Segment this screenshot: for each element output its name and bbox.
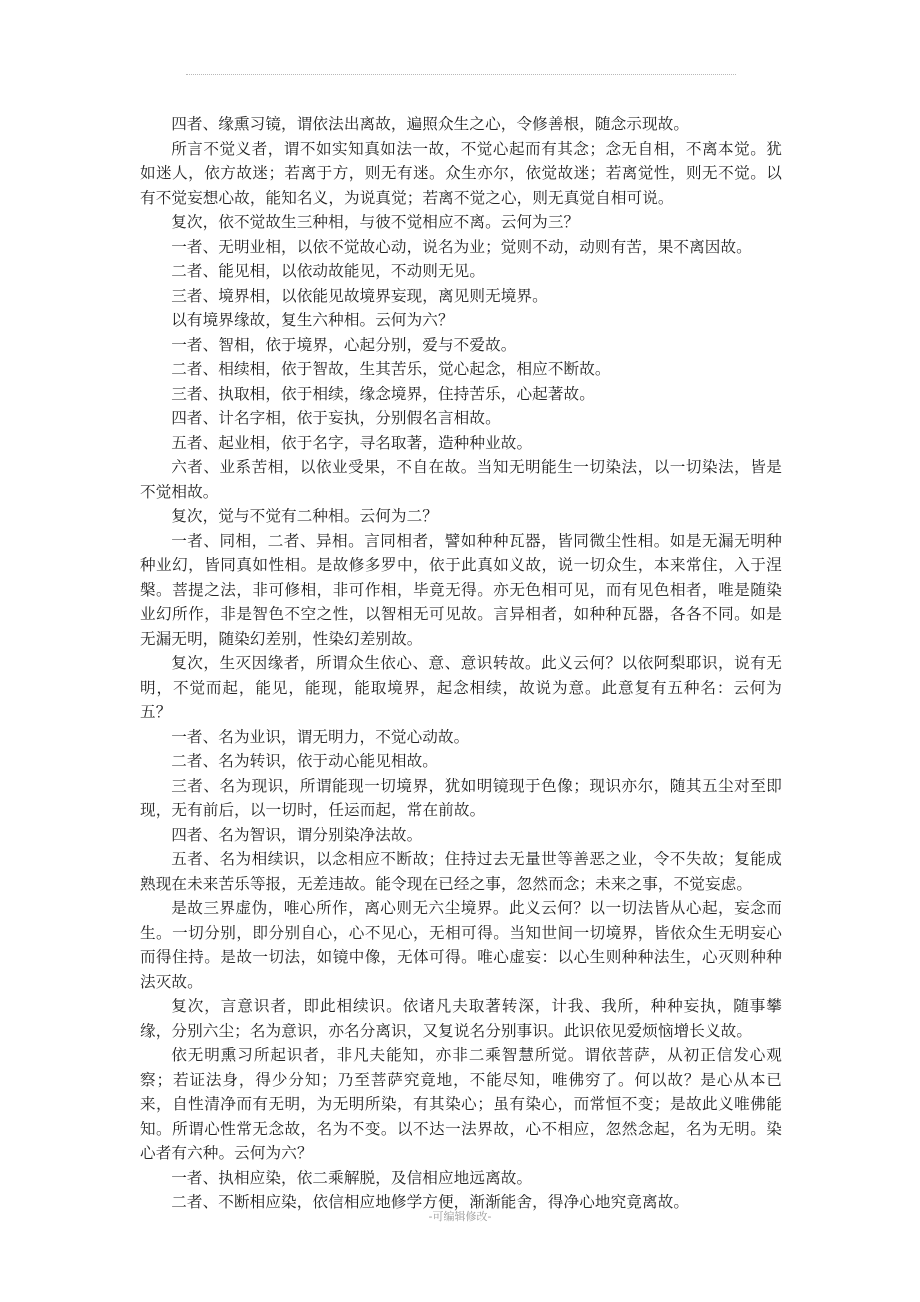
paragraph: 一者、名为业识，谓无明力，不觉心动故。 <box>171 727 470 746</box>
header-divider <box>186 74 736 75</box>
page-footer: -可编辑修改- <box>428 1210 492 1223</box>
paragraph: 所言不觉义者，谓不如实知真如法一故，不觉心起而有其念；念无自相，不离本觉。犹如迷人，依方故迷；若离于方，则无有迷。众生亦尔，依觉故迷；若离觉性，则无不觉。以有不觉妄想心故，能知名义，为说真觉；若离不觉之心，则无真觉自相可说。 <box>140 139 782 207</box>
paragraph: 复次，生灭因缘者，所谓众生依心、意、意识转故。此义云何？以依阿梨耶识，说有无明，不觉而起，能见，能现，能取境界，起念相续，故说为意。此意复有五种名：云何为五？ <box>140 654 782 721</box>
paragraph: 复次，觉与不觉有二种相。云何为二？ <box>171 507 438 525</box>
paragraph: 五者、起业相，依于名字，寻名取著，造种种业故。 <box>171 433 533 452</box>
paragraph: 四者、计名字相，依于妄执，分别假名言相故。 <box>171 409 501 427</box>
paragraph: 复次，依不觉故生三种相，与彼不觉相应不离。云何为三？ <box>171 213 580 231</box>
document-body <box>140 112 782 1215</box>
paragraph: 六者、业系苦相，以依业受果，不自在故。当知无明能生一切染法，以一切染法，皆是不觉相故。 <box>140 458 782 501</box>
paragraph: 一者、智相，依于境界，心起分别，爱与不爱故。 <box>171 335 517 354</box>
paragraph: 复次，言意识者，即此相续识。依诸凡夫取著转深，计我、我所，种种妄执，随事攀缘，分别六尘；名为意识，亦名分离识，又复说名分别事识。此识依见爱烦恼增长义故。 <box>140 997 782 1040</box>
paragraph: 二者、相续相，依于智故，生其苦乐，觉心起念，相应不断故。 <box>171 360 611 378</box>
paragraph: 一者、同相，二者、异相。言同相者，譬如种种瓦器，皆同微尘性相。如是无漏无明种种业幻，皆同真如性相。是故修多罗中，依于此真如义故，说一切众生，本来常住，入于涅槃。菩提之法，非可修相，非可作相，毕竟无得。亦无色相可见，而有见色相者，唯是随染业幻所作，非是智色不空之性，以智相无可见故。言异相者，如种种瓦器，各各不同。如是无漏无明，随染幻差别，性染幻差别故。 <box>140 531 782 648</box>
paragraph: 二者、名为转识，依于动心能见相故。 <box>171 752 438 770</box>
paragraph: 一者、执相应染，依二乘解脱，及信相应地远离故。 <box>171 1168 533 1187</box>
paragraph: 是故三界虚伪，唯心所作，离心则无六尘境界。此义云何？以一切法皆从心起，妄念而生。一切分别，即分别自心，心不见心，无相可得。当知世间一切境界，皆依众生无明妄心而得住持。是故一切法，如镜中像，无体可得。唯心虚妄：以心生则种种法生，心灭则种种法灭故。 <box>140 899 782 991</box>
paragraph: 一者、无明业相，以依不觉故心动，说名为业；觉则不动，动则有苦，果不离因故。 <box>171 237 752 256</box>
paragraph: 二者、不断相应染，依信相应地修学方便，渐渐能舍，得净心地究竟离故。 <box>171 1193 690 1211</box>
paragraph: 五者、名为相续识，以念相应不断故；住持过去无量世等善恶之业，令不失故；复能成熟现在未来苦乐等报，无差违故。能令现在已经之事，忽然而念；未来之事，不觉妄虑。 <box>140 850 782 893</box>
paragraph: 三者、境界相，以依能见故境界妄现，离见则无境界。 <box>171 286 548 305</box>
paragraph: 二者、能见相，以依动故能见，不动则无见。 <box>171 262 486 280</box>
paragraph: 四者、名为智识，谓分别染净法故。 <box>171 825 423 844</box>
paragraph: 依无明熏习所起识者，非凡夫能知，亦非二乘智慧所觉。谓依菩萨，从初正信发心观察；若证法身，得少分知；乃至菩萨究竟地，不能尽知，唯佛穷了。何以故？是心从本已来，自性清净而有无明，为无明所染，有其染心；虽有染心，而常恒不变；是故此义唯佛能知。所谓心性常无念故，名为不变。以不达一法界故，心不相应，忽然念起，名为无明。染心者有六种。云何为六？ <box>140 1046 782 1162</box>
paragraph: 四者、缘熏习镜，谓依法出离故，遍照众生之心，令修善根，随念示现故。 <box>171 115 690 133</box>
paragraph: 三者、执取相，依于相续，缘念境界，住持苦乐，心起著故。 <box>171 384 595 403</box>
paragraph: 三者、名为现识，所谓能现一切境界，犹如明镜现于色像；现识亦尔，随其五尘对至即现，无有前后，以一切时，任运而起，常在前故。 <box>140 776 782 819</box>
paragraph: 以有境界缘故，复生六种相。云何为六？ <box>171 311 454 329</box>
